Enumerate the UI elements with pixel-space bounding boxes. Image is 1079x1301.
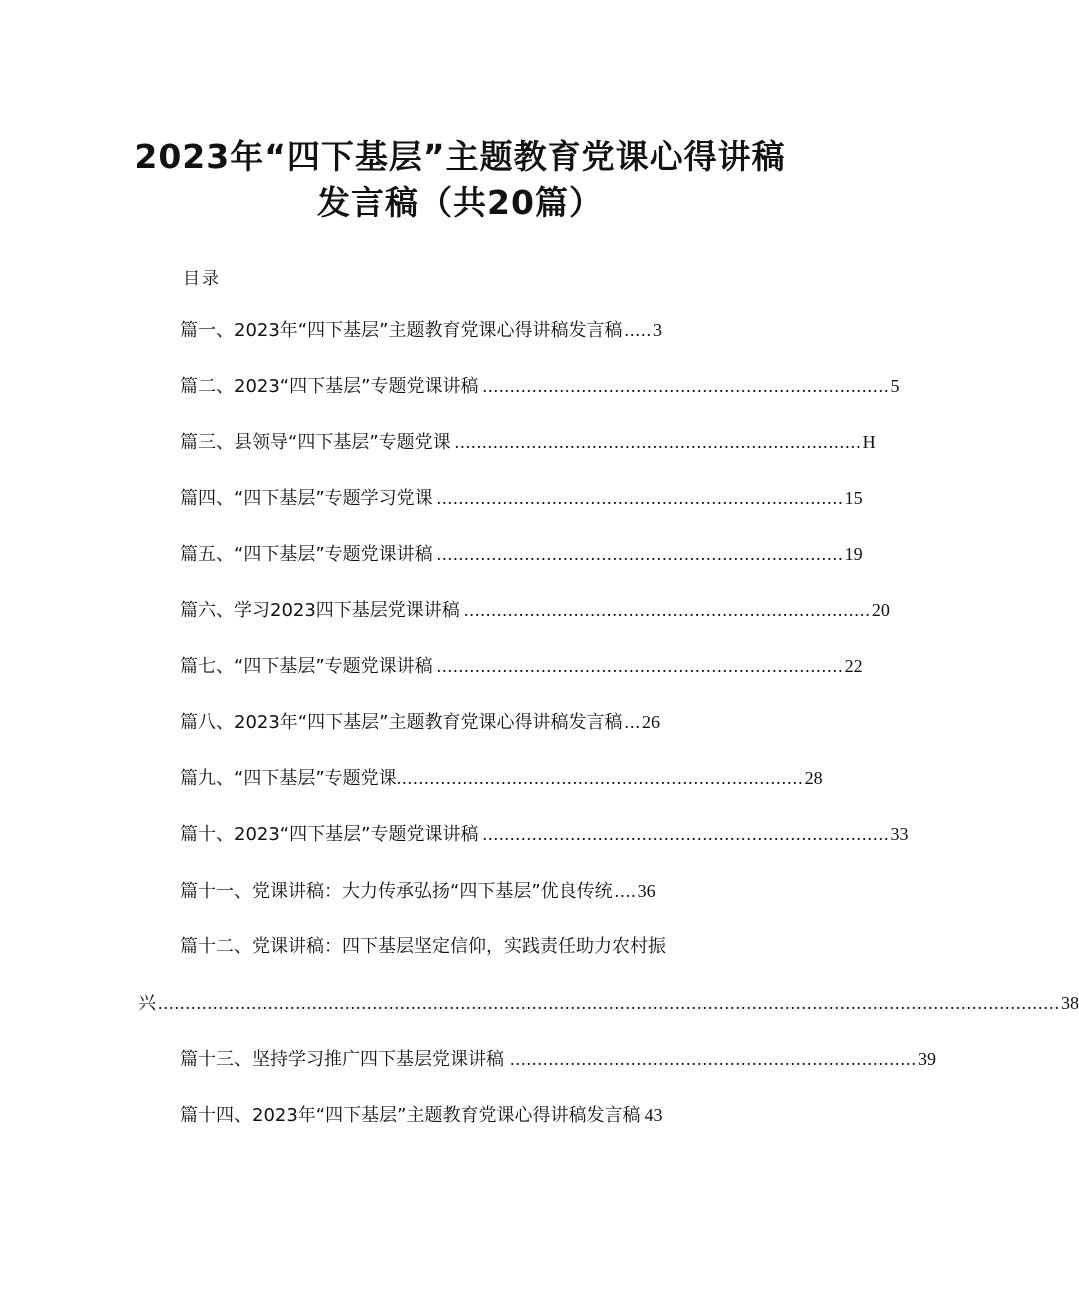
- document-title-line2: 发言稿（共20篇）: [317, 183, 603, 222]
- toc-page-number: 19: [844, 544, 863, 564]
- toc-entry-label: 篇三、县领导“四下基层”专题党课: [180, 432, 451, 453]
- toc-entry-9[interactable]: [180, 766, 823, 791]
- toc-leader: ....................................................................................................................................................................: [158, 993, 1060, 1013]
- toc-leader: ..........................................................................: [482, 824, 890, 844]
- toc-leader: ..........................................................................: [436, 544, 844, 564]
- toc-entry-13[interactable]: [180, 1047, 936, 1072]
- toc-entry-6[interactable]: [180, 598, 890, 623]
- toc-page-number: 36: [637, 881, 656, 901]
- toc-entry-label: 篇十二、党课讲稿：四下基层坚定信仰，实践责任助力农村振: [180, 936, 666, 957]
- toc-leader: ....: [614, 881, 637, 901]
- toc-entry-label: 篇八、2023年“四下基层”主题教育党课心得讲稿发言稿: [180, 712, 623, 733]
- toc-leader: ...: [624, 712, 641, 732]
- toc-page-number: 3: [652, 320, 662, 340]
- toc-entry-label: 篇二、2023“四下基层”专题党课讲稿: [180, 376, 479, 397]
- toc-leader: ..........................................................................: [436, 488, 844, 508]
- toc-entry-5[interactable]: [180, 542, 863, 567]
- toc-entry-label: 篇四、“四下基层”专题学习党课: [180, 488, 433, 509]
- toc-entry-label: 篇十四、2023年“四下基层”主题教育党课心得讲稿发言稿: [180, 1105, 641, 1126]
- toc-page-number: 22: [844, 656, 863, 676]
- toc-page-number: 43: [644, 1105, 663, 1125]
- toc-page-number: 38: [1061, 993, 1079, 1013]
- toc-entry-label: 篇十三、坚持学习推广四下基层党课讲稿: [180, 1049, 504, 1070]
- toc-page-number: 26: [641, 712, 660, 732]
- toc-page-number: 33: [890, 824, 909, 844]
- toc-page-number: 39: [918, 1049, 936, 1069]
- toc-entry-1[interactable]: [180, 318, 662, 343]
- toc-entry-4[interactable]: [180, 486, 863, 511]
- toc-entry-label: 兴: [138, 993, 156, 1014]
- toc-entry-14[interactable]: [180, 1103, 662, 1128]
- toc-entry-2[interactable]: [180, 374, 900, 399]
- toc-entry-11[interactable]: [180, 879, 656, 904]
- toc-entry-12[interactable]: [180, 935, 666, 959]
- toc-entry-label: 篇六、学习2023四下基层党课讲稿: [180, 600, 460, 621]
- toc-leader: ..........................................................................: [454, 432, 862, 452]
- toc-leader: ..........................................................................: [482, 376, 890, 396]
- toc-page-number: 20: [871, 600, 890, 620]
- toc-entry-12-continuation[interactable]: [138, 991, 1079, 1016]
- toc-entry-10[interactable]: [180, 822, 909, 847]
- toc-entry-label: 篇十、2023“四下基层”专题党课讲稿: [180, 824, 479, 845]
- toc-page-number: 28: [804, 768, 823, 788]
- toc-entry-label: 篇五、“四下基层”专题党课讲稿: [180, 544, 433, 565]
- toc-leader: ..........................................................................: [436, 656, 844, 676]
- toc-page-number: 15: [844, 488, 863, 508]
- toc-entry-3[interactable]: [180, 430, 876, 455]
- toc-entry-label: 篇九、“四下基层”专题党课: [180, 768, 397, 789]
- toc-page-number: 5: [890, 376, 900, 396]
- toc-entry-label: 篇一、2023年“四下基层”主题教育党课心得讲稿发言稿: [180, 320, 623, 341]
- toc-entry-label: 篇七、“四下基层”专题党课讲稿: [180, 656, 433, 677]
- toc-page-number: H: [862, 432, 876, 452]
- toc-leader: .....: [624, 320, 652, 340]
- toc-leader: ..........................................................................: [510, 1049, 917, 1069]
- toc-entry-8[interactable]: [180, 710, 660, 735]
- toc-leader: ..........................................................................: [463, 600, 871, 620]
- document-title-line1: 2023年“四下基层”主题教育党课心得讲稿: [134, 137, 786, 176]
- toc-entry-label: 篇十一、党课讲稿：大力传承弘扬“四下基层”优良传统: [180, 881, 613, 902]
- toc-leader: ..........................................................................: [396, 768, 804, 788]
- toc-heading: 目录: [183, 269, 221, 289]
- toc-entry-7[interactable]: [180, 654, 863, 679]
